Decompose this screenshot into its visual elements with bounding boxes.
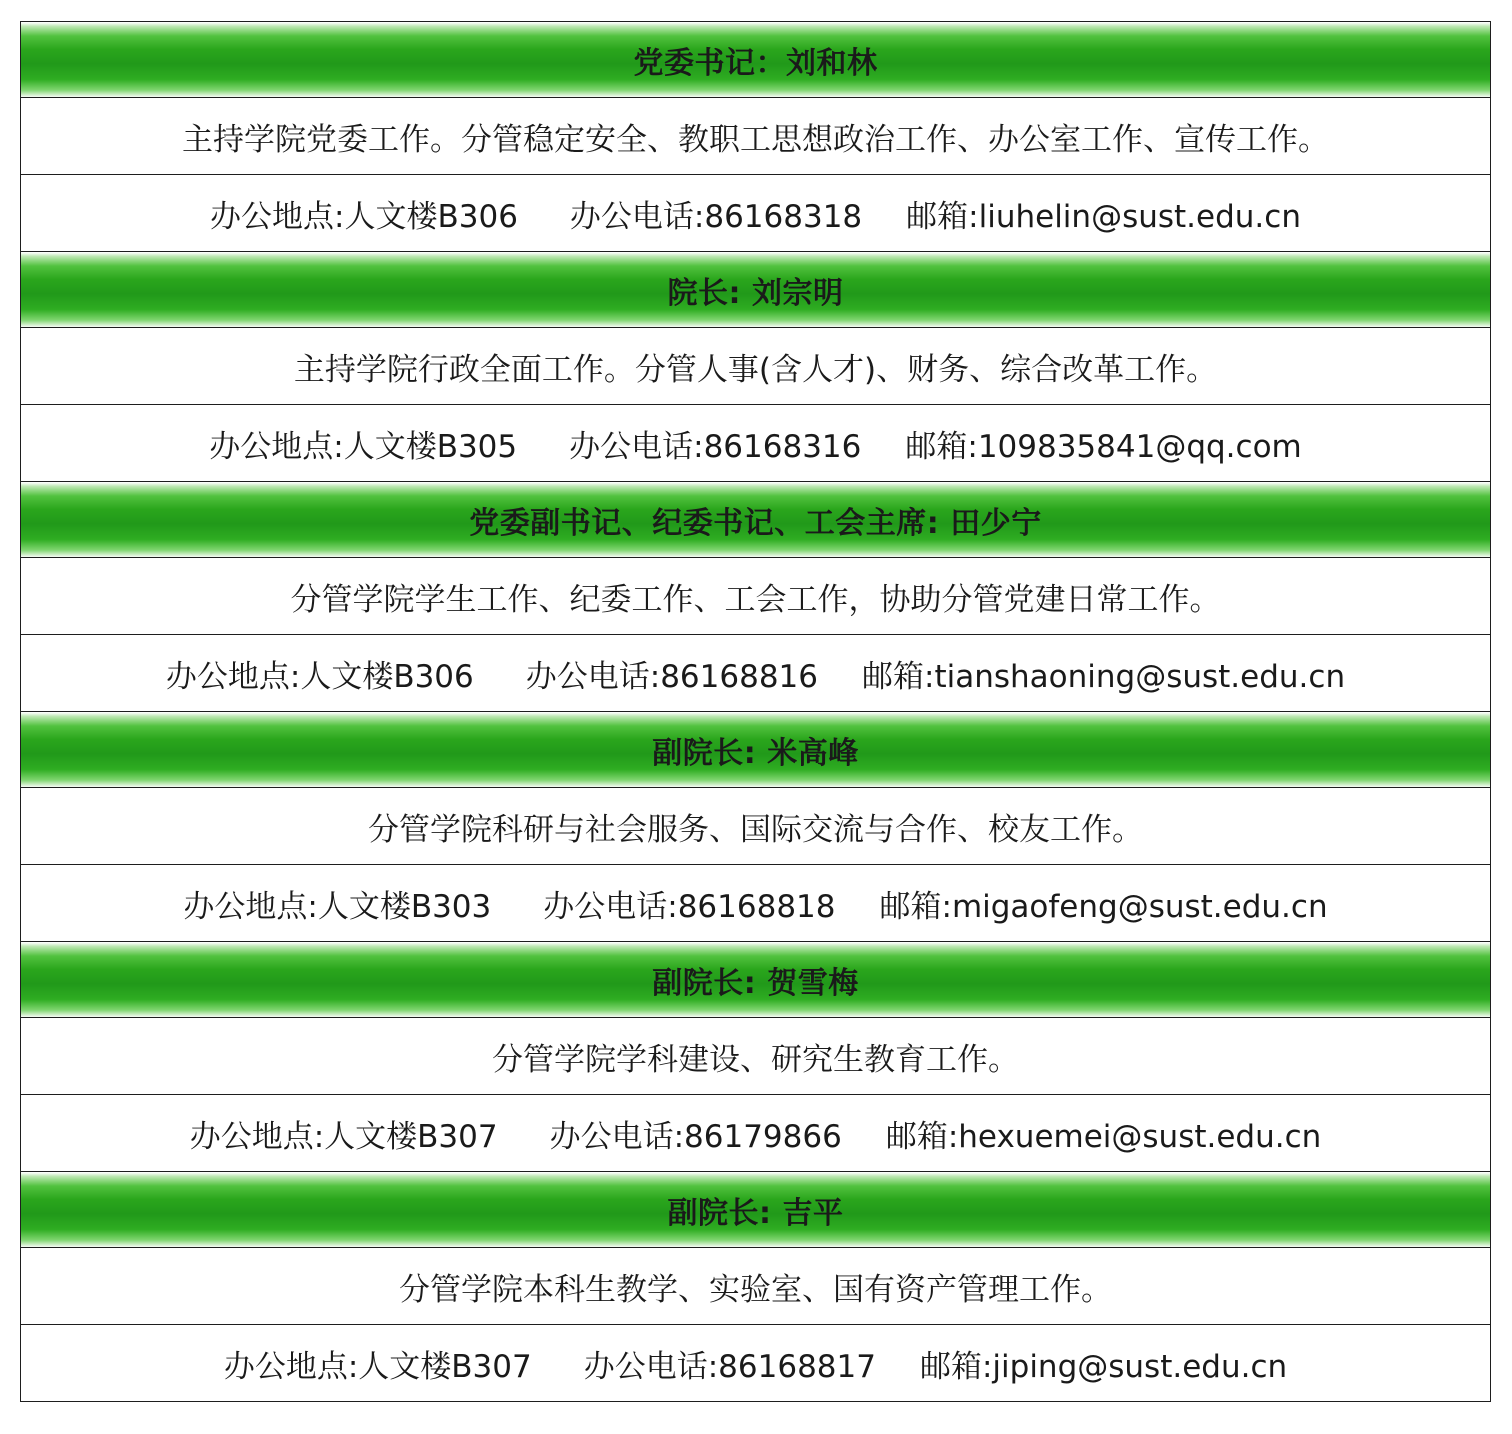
email-address: 邮箱:migaofeng@sust.edu.cn [879, 888, 1328, 925]
leader-header-row [21, 22, 1491, 98]
leader-title: 副院长: 米高峰 [21, 712, 1491, 788]
leader-duties-row [21, 558, 1491, 635]
office-location: 办公地点:人文楼B307 [189, 1118, 498, 1155]
leader-title: 副院长: 吉平 [21, 1172, 1491, 1248]
leader-duties: 分管学院科研与社会服务、国际交流与合作、校友工作。 [21, 788, 1491, 865]
leaders-table [20, 21, 1491, 1402]
office-location: 办公地点:人文楼B307 [223, 1348, 532, 1385]
leader-header-row [21, 482, 1491, 558]
leader-contact [21, 1325, 1491, 1402]
office-phone: 办公电话:86168816 [525, 658, 818, 695]
leader-duties: 分管学院学科建设、研究生教育工作。 [21, 1018, 1491, 1095]
leader-title: 副院长: 贺雪梅 [21, 942, 1491, 1018]
office-location: 办公地点:人文楼B306 [165, 658, 474, 695]
leader-header-row [21, 1172, 1491, 1248]
email-address: 邮箱:liuhelin@sust.edu.cn [906, 198, 1301, 235]
leader-contact-row [21, 1095, 1491, 1172]
leader-header-row [21, 252, 1491, 328]
leader-title: 党委副书记、纪委书记、工会主席: 田少宁 [21, 482, 1491, 558]
leader-contact-row [21, 865, 1491, 942]
leader-duties-row [21, 1018, 1491, 1095]
leader-duties: 分管学院本科生教学、实验室、国有资产管理工作。 [21, 1248, 1491, 1325]
leader-header-row [21, 942, 1491, 1018]
leader-contact [21, 865, 1491, 942]
leader-duties-row [21, 1248, 1491, 1325]
leader-contact [21, 175, 1491, 252]
leader-contact-row [21, 175, 1491, 252]
email-address: 邮箱:jiping@sust.edu.cn [919, 1348, 1288, 1385]
leader-duties: 主持学院党委工作。分管稳定安全、教职工思想政治工作、办公室工作、宣传工作。 [21, 98, 1491, 175]
leader-duties-row [21, 328, 1491, 405]
leader-contact-row [21, 1325, 1491, 1402]
email-address: 邮箱:tianshaoning@sust.edu.cn [862, 658, 1346, 695]
leader-header-row [21, 712, 1491, 788]
office-phone: 办公电话:86168316 [569, 428, 862, 465]
leader-duties: 主持学院行政全面工作。分管人事(含人才)、财务、综合改革工作。 [21, 328, 1491, 405]
office-phone: 办公电话:86168318 [569, 198, 863, 235]
leader-title: 院长: 刘宗明 [21, 252, 1491, 328]
leader-contact-row [21, 405, 1491, 482]
office-location: 办公地点:人文楼B306 [210, 198, 518, 235]
email-address: 邮箱:hexuemei@sust.edu.cn [885, 1118, 1322, 1155]
leader-contact [21, 405, 1491, 482]
leader-title: 党委书记：刘和林 [21, 22, 1491, 98]
leader-duties: 分管学院学生工作、纪委工作、工会工作，协助分管党建日常工作。 [21, 558, 1491, 635]
leader-duties-row [21, 788, 1491, 865]
office-phone: 办公电话:86179866 [549, 1118, 842, 1155]
email-address: 邮箱:109835841@qq.com [905, 428, 1302, 465]
office-phone: 办公电话:86168817 [583, 1348, 876, 1385]
leader-contact [21, 635, 1491, 712]
office-location: 办公地点:人文楼B305 [209, 428, 518, 465]
leader-duties-row [21, 98, 1491, 175]
leader-contact-row [21, 635, 1491, 712]
office-location: 办公地点:人文楼B303 [183, 888, 492, 925]
leader-contact [21, 1095, 1491, 1172]
office-phone: 办公电话:86168818 [543, 888, 836, 925]
